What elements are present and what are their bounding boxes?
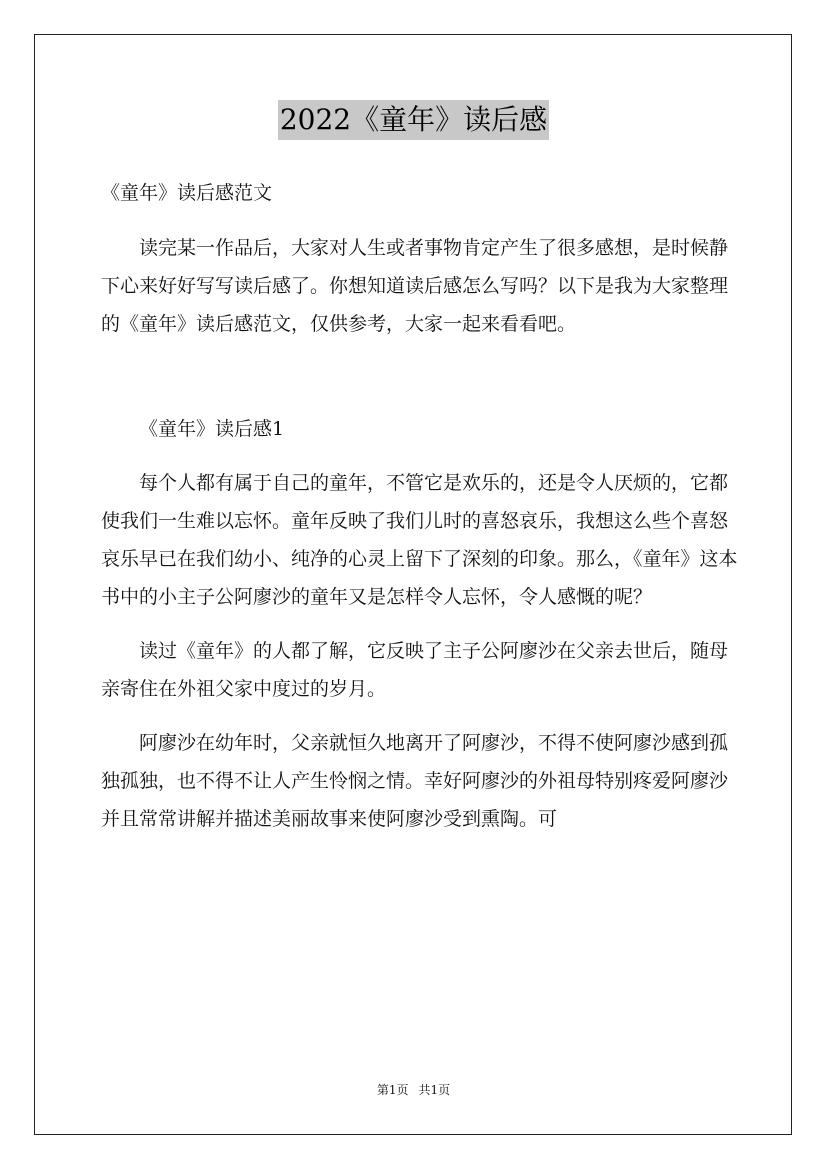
title-container xyxy=(0,100,827,140)
body-paragraph: 读过《童年》的人都了解，它反映了主子公阿廖沙在父亲去世后，随母亲寄住在外祖父家中度过的岁月。 xyxy=(101,640,729,700)
intro-paragraph: 读完某一作品后，大家对人生或者事物肯定产生了很多感想，是时候静下心来好好写写读后感了。你想知道读后感怎么写吗？以下是我为大家整理的《童年》读后感范文，仅供参考，大家一起来看看吧。 xyxy=(101,237,729,335)
section-heading: 《童年》读后感1 xyxy=(139,418,285,440)
document-body xyxy=(101,174,741,854)
document-subtitle: 《童年》读后感范文 xyxy=(101,182,273,204)
page-number-current: 第1页 xyxy=(376,1083,409,1097)
document-title: 2022《童年》读后感 xyxy=(278,100,549,140)
body-paragraph: 阿廖沙在幼年时，父亲就恒久地离开了阿廖沙，不得不使阿廖沙感到孤独孤独，也不得不让人产生怜悯之情。幸好阿廖沙的外祖母特别疼爱阿廖沙并且常常讲解并描述美丽故事来使阿廖沙受到熏陶。可 xyxy=(101,732,729,830)
page-footer xyxy=(0,1082,827,1098)
page-number-total: 共1页 xyxy=(418,1083,451,1097)
body-paragraph: 每个人都有属于自己的童年，不管它是欢乐的，还是令人厌烦的，它都使我们一生难以忘怀。童年反映了我们儿时的喜怒哀乐，我想这么些个喜怒哀乐早已在我们幼小、纯净的心灵上留下了深刻的印象。那么，《童年》这本书中的小主子公阿廖沙的童年又是怎样令人忘怀，令人感慨的呢？ xyxy=(101,472,738,608)
